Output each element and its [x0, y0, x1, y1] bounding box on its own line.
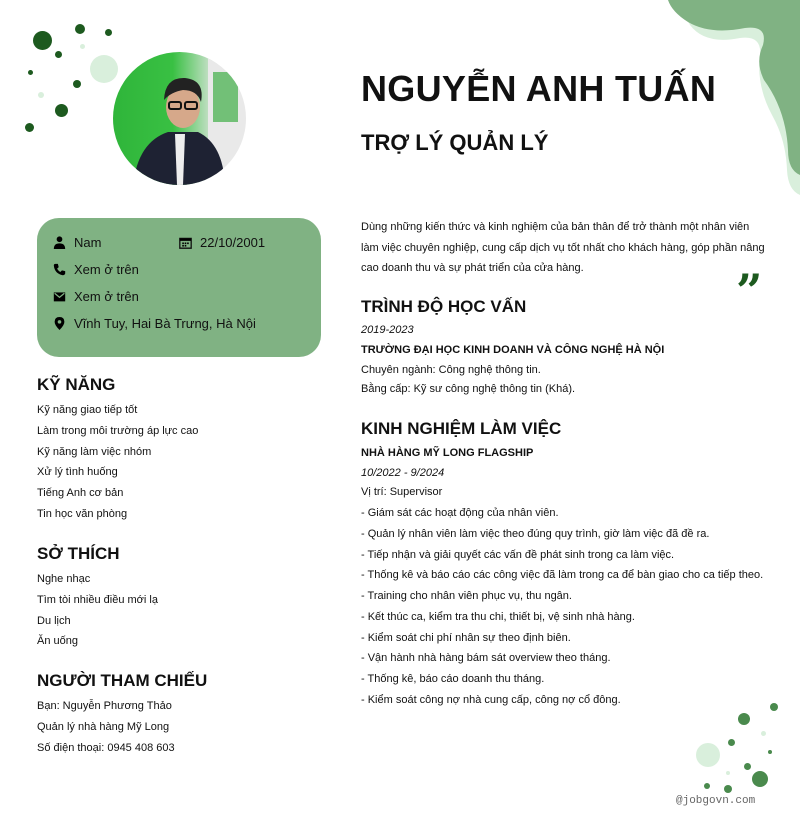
- school-name: TRƯỜNG ĐẠI HỌC KINH DOANH VÀ CÔNG NGHỆ HÀ NỘI: [361, 343, 665, 356]
- skill-item: Kỹ năng giao tiếp tốt: [37, 404, 138, 416]
- contact-address: [53, 316, 256, 331]
- contact-gender: [53, 235, 101, 250]
- duties-list: [361, 503, 764, 711]
- duty-item: - Training cho nhân viên phục vụ, thu ngân.: [361, 590, 572, 602]
- duty-item: - Tiếp nhận và giải quyết các vấn đề phát sinh trong ca làm việc.: [361, 548, 675, 561]
- duty-item: - Thống kê, báo cáo doanh thu tháng.: [361, 673, 545, 685]
- email-icon: [53, 290, 66, 303]
- address-text: Vĩnh Tuy, Hai Bà Trưng, Hà Nội: [74, 316, 256, 331]
- hobby-item: Ăn uống: [37, 635, 78, 648]
- skill-item: Xử lý tình huống: [37, 466, 118, 479]
- candidate-name: NGUYỄN ANH TUẤN: [361, 68, 717, 109]
- location-pin-icon: [53, 317, 66, 330]
- calendar-icon: [179, 236, 192, 249]
- birthday-text: 22/10/2001: [200, 235, 266, 250]
- references-list: [37, 696, 175, 758]
- experience-header: [361, 444, 533, 503]
- company-name: NHÀ HÀNG MỸ LONG FLAGSHIP: [361, 447, 534, 459]
- phone-icon: [53, 263, 66, 276]
- skill-item: Làm trong môi trường áp lực cao: [37, 424, 199, 437]
- education-major: Chuyên ngành: Công nghệ thông tin.: [361, 363, 541, 376]
- footer-watermark: @jobgovn.com: [676, 795, 756, 807]
- duty-item: - Vận hành nhà hàng bám sát overview theo tháng.: [361, 652, 611, 665]
- education-heading: TRÌNH ĐỘ HỌC VẤN: [361, 297, 527, 316]
- duty-item: - Thống kê và báo cáo các công việc đã làm trong ca để bàn giao cho ca tiếp theo.: [361, 569, 764, 582]
- hobbies-list: [37, 569, 158, 652]
- contact-box: [37, 218, 321, 357]
- contact-email: [53, 289, 139, 304]
- duty-item: - Kiểm soát công nợ nhà cung cấp, công nợ cổ đông.: [361, 693, 621, 706]
- skill-item: Kỹ năng làm việc nhóm: [37, 445, 152, 458]
- hobby-item: Du lịch: [37, 614, 71, 627]
- job-title: TRỢ LÝ QUẢN LÝ: [361, 130, 549, 155]
- user-icon: [53, 236, 66, 249]
- email-text: Xem ở trên: [74, 289, 139, 304]
- duty-item: - Kết thúc ca, kiểm tra thu chi, thiết bị, vệ sinh nhà hàng.: [361, 610, 635, 623]
- duty-item: - Giám sát các hoạt động của nhân viên.: [361, 507, 559, 519]
- reference-item: Bạn: Nguyễn Phương Thảo: [37, 700, 172, 712]
- reference-item: Số điện thoại: 0945 408 603: [37, 741, 175, 754]
- hobby-item: Nghe nhạc: [37, 573, 91, 585]
- hobby-item: Tìm tòi nhiều điều mới lạ: [37, 593, 158, 606]
- experience-role: Vị trí: Supervisor: [361, 486, 443, 498]
- skills-list: [37, 400, 198, 525]
- skills-heading: KỸ NĂNG: [37, 375, 116, 394]
- references-heading: NGƯỜI THAM CHIẾU: [37, 671, 208, 690]
- quote-icon: ”: [736, 264, 763, 318]
- reference-item: Quản lý nhà hàng Mỹ Long: [37, 720, 170, 733]
- contact-phone: [53, 262, 139, 277]
- duty-item: - Quản lý nhân viên làm việc theo đúng quy trình, giờ làm việc đã đề ra.: [361, 527, 710, 540]
- experience-heading: KINH NGHIỆM LÀM VIỆC: [361, 419, 562, 438]
- education-period: 2019-2023: [361, 324, 414, 336]
- career-objective: Dùng những kiến thức và kinh nghiệm của bản thân để trở thành một nhân viên làm việc chuyên nghiệp, cung cấp dịch vụ tốt nhất cho khách hàng, góp phần nâng cao doanh thu và sự phát triển của cửa hàng.: [361, 221, 765, 274]
- gender-text: Nam: [74, 235, 102, 250]
- education-details: [361, 321, 664, 400]
- duty-item: - Kiểm soát chi phí nhân sự theo định biên.: [361, 631, 571, 644]
- skill-item: Tin học văn phòng: [37, 507, 128, 520]
- hobbies-heading: SỞ THÍCH: [37, 544, 120, 563]
- skill-item: Tiếng Anh cơ bản: [37, 487, 124, 500]
- profile-photo: [113, 52, 246, 185]
- education-degree: Bằng cấp: Kỹ sư công nghệ thông tin (Khá).: [361, 383, 576, 396]
- experience-period: 10/2022 - 9/2024: [361, 466, 445, 479]
- phone-text: Xem ở trên: [74, 262, 139, 277]
- contact-birthday: [179, 235, 265, 250]
